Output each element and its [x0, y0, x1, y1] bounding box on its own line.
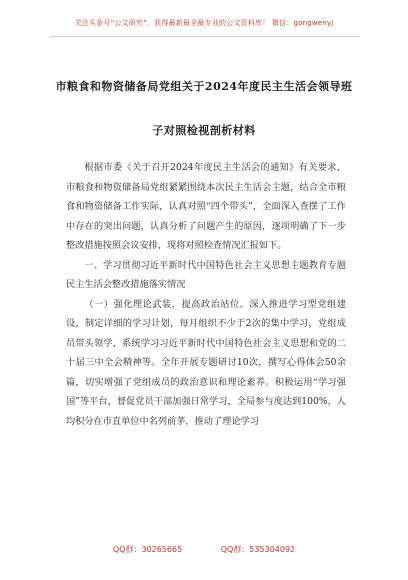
header-banner: 关注头条号“公文研究”，获得最新最全最专业的公文资料库！ 微信：gongwenyj [74, 19, 334, 27]
footer-qq-group-1: QQ群：30265665 [112, 545, 183, 554]
paragraph-intro: 根据市委《关于召开2024年度民主生活会的通知》有关要求，市粮食和物资储备局党组紧紧围绕本次民主生活会主题，结合全市粮食和物资储备工作实际，认真对照“四个带头”，全面深入查摆了工作中存在的突出问题，认真分析了问题产生的原因，逐项明确了下一步整改措施按照会议安排，现将对照检查情况汇报如下。 [66, 162, 346, 251]
document-title-line-1: 市粮食和物资储备局党组关于2024年度民主生活会领导班 [55, 80, 353, 93]
document-title-line-2: 子对照检视剖析材料 [152, 124, 256, 137]
footer-contacts [0, 544, 408, 555]
paragraph-subsection: （一）强化理论武装，提高政治站位。深入推进学习型党组建设，制定详细的学习计划，每月组织不少于2次的集中学习，党组成员带头领学，系统学习习近平新时代中国特色社会主义思想和党的二十届三中全会精神等。全年开展专题研讨10次，撰写心得体会50余篇，切实增强了党组成员的政治意识和理论素养。积极运用“学习强国”等平台，督促党员干部加强日常学习，全局参与度达到100%，人均积分在市直单位中名列前茅，推动了理论学习 [66, 298, 346, 427]
document-body [66, 158, 346, 431]
section-heading: 一、学习贯彻习近平新时代中国特色社会主义思想主题教育专题民主生活会整改措施落实情况 [66, 259, 346, 290]
header-divider [50, 36, 360, 37]
footer-qq-group-2: QQ群：535304092 [220, 545, 296, 554]
